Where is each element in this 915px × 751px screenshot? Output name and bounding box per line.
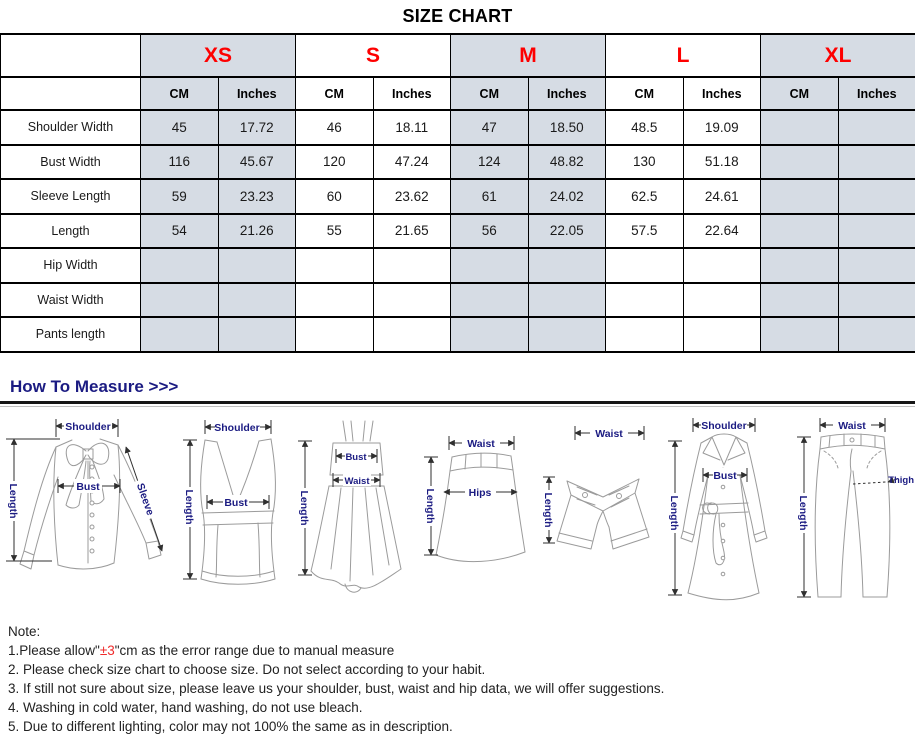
size-value-cell: 18.11 [373,110,451,145]
size-value-cell: 130 [606,145,684,180]
note-item-1 [8,641,915,660]
size-value-cell [141,317,219,352]
size-value-cell: 56 [451,214,529,249]
measure-label-hips: Hips [468,486,491,499]
size-value-cell [218,283,296,318]
size-value-cell: 47 [451,110,529,145]
size-value-cell: 45.67 [218,145,296,180]
size-value-cell: 48.5 [606,110,684,145]
table-row-pants-length [1,317,915,352]
measure-label-length: Length [667,495,680,530]
size-value-cell [761,214,839,249]
unit-header-inches: Inches [683,77,761,110]
size-value-cell [218,248,296,283]
size-value-cell: 23.62 [373,179,451,214]
measure-label-length: Length [423,488,436,523]
row-label: Pants length [1,317,141,352]
size-value-cell [761,317,839,352]
size-value-cell: 62.5 [606,179,684,214]
size-value-cell [528,283,606,318]
size-value-cell [373,248,451,283]
size-value-cell: 116 [141,145,219,180]
size-value-cell: 24.02 [528,179,606,214]
measure-label-length: Length [298,490,310,525]
unit-header-inches: Inches [838,77,915,110]
measure-label-waist: Waist [466,437,495,450]
size-value-cell [373,283,451,318]
how-to-measure-heading: How To Measure >>> [10,376,179,396]
size-value-cell [761,248,839,283]
size-value-cell: 17.72 [218,110,296,145]
size-value-cell [373,317,451,352]
note-1-text-end: "cm as the error range due to manual measure [114,642,395,658]
figure-dress [293,413,418,610]
size-col-header-m: M [451,34,606,77]
figure-tank-top [178,413,293,610]
size-value-cell [761,283,839,318]
size-value-cell [296,317,374,352]
size-value-cell: 55 [296,214,374,249]
measure-label-bust: Bust [712,469,737,482]
size-col-header-xl: XL [761,34,915,77]
size-value-cell: 18.50 [528,110,606,145]
note-item-2: 2. Please check size chart to choose size. Do not select according to your habit. [8,661,486,677]
size-value-cell [761,110,839,145]
note-1-text: 1.Please allow" [8,642,100,658]
size-value-cell [528,317,606,352]
measure-label-length: Length [182,489,195,524]
size-value-cell: 24.61 [683,179,761,214]
measure-label-bust: Bust [223,496,248,509]
size-value-cell [838,145,915,180]
size-value-cell: 120 [296,145,374,180]
divider-line-shadow [0,406,915,407]
size-chart-table [0,33,915,353]
unit-header-cm: CM [141,77,219,110]
measure-label-length: Length [7,483,19,518]
figure-skirt [419,413,539,610]
page-title: SIZE CHART [402,6,513,26]
measure-label-sleeve: Sleeve [133,481,157,517]
row-label: Bust Width [1,145,141,180]
size-value-cell [838,283,915,318]
size-value-cell: 48.82 [528,145,606,180]
size-value-cell: 21.65 [373,214,451,249]
figure-shorts [539,413,654,610]
measure-label-thigh: Thigh [888,474,914,486]
size-value-cell: 23.23 [218,179,296,214]
size-value-cell [838,179,915,214]
size-value-cell: 22.64 [683,214,761,249]
unit-header-cm: CM [761,77,839,110]
note-1-tolerance: ±3 [99,642,115,658]
measure-label-waist: Waist [344,475,370,487]
row-label: Hip Width [1,248,141,283]
size-value-cell: 60 [296,179,374,214]
size-value-cell [218,317,296,352]
size-value-cell: 47.24 [373,145,451,180]
size-value-cell [838,248,915,283]
table-row-length [1,214,915,249]
measure-label-waist: Waist [595,427,623,440]
notes-heading: Note: [8,623,41,639]
size-header-row [1,34,915,77]
size-value-cell [683,317,761,352]
measure-diagrams [0,413,915,612]
size-value-cell [683,283,761,318]
size-value-cell [838,110,915,145]
size-value-cell: 21.26 [218,214,296,249]
figure-blouse [0,413,177,610]
size-value-cell [451,283,529,318]
size-col-header-l: L [606,34,761,77]
measure-label-shoulder: Shoulder [213,421,260,434]
measure-label-shoulder: Shoulder [700,419,747,432]
table-row-hip-width [1,248,915,283]
size-value-cell [141,283,219,318]
size-value-cell [838,214,915,249]
corner-cell [1,34,141,77]
row-label: Sleeve Length [1,179,141,214]
size-value-cell: 22.05 [528,214,606,249]
measure-label-waist: Waist [838,419,866,432]
size-value-cell [761,179,839,214]
notes-section [0,622,915,736]
table-row-sleeve-length [1,179,915,214]
unit-header-inches: Inches [528,77,606,110]
size-value-cell [606,317,684,352]
size-col-header-xs: XS [141,34,296,77]
size-value-cell [528,248,606,283]
size-value-cell [838,317,915,352]
size-col-header-s: S [296,34,451,77]
size-value-cell [296,248,374,283]
corner-cell [1,77,141,110]
size-value-cell: 61 [451,179,529,214]
figure-coat [655,413,790,610]
size-value-cell [606,283,684,318]
size-value-cell [451,317,529,352]
unit-header-cm: CM [451,77,529,110]
note-item-4: 4. Washing in cold water, hand washing, do not use bleach. [8,699,363,715]
size-value-cell: 124 [451,145,529,180]
size-value-cell: 51.18 [683,145,761,180]
measure-label-bust: Bust [76,480,100,493]
row-label: Waist Width [1,283,141,318]
size-value-cell: 19.09 [683,110,761,145]
divider-line [0,401,915,404]
measure-label-bust: Bust [345,451,367,463]
row-label: Length [1,214,141,249]
size-value-cell [761,145,839,180]
measure-label-length: Length [797,495,809,530]
note-item-5: 5. Due to different lighting, color may not 100% the same as in description. [8,718,453,734]
unit-header-row [1,77,915,110]
table-row-waist-width [1,283,915,318]
size-value-cell [683,248,761,283]
size-value-cell: 46 [296,110,374,145]
note-item-3: 3. If still not sure about size, please leave us your shoulder, bust, waist and hip data, we will offer suggestions. [8,680,665,696]
size-value-cell: 54 [141,214,219,249]
unit-header-cm: CM [606,77,684,110]
size-value-cell [451,248,529,283]
table-row-shoulder-width [1,110,915,145]
unit-header-cm: CM [296,77,374,110]
size-value-cell [296,283,374,318]
table-row-bust-width [1,145,915,180]
size-value-cell: 57.5 [606,214,684,249]
unit-header-inches: Inches [218,77,296,110]
size-value-cell: 59 [141,179,219,214]
measure-label-shoulder: Shoulder [65,420,111,433]
unit-header-inches: Inches [373,77,451,110]
size-value-cell: 45 [141,110,219,145]
figure-pants [790,413,915,610]
size-value-cell [141,248,219,283]
row-label: Shoulder Width [1,110,141,145]
measure-label-length: Length [542,492,554,527]
size-value-cell [606,248,684,283]
